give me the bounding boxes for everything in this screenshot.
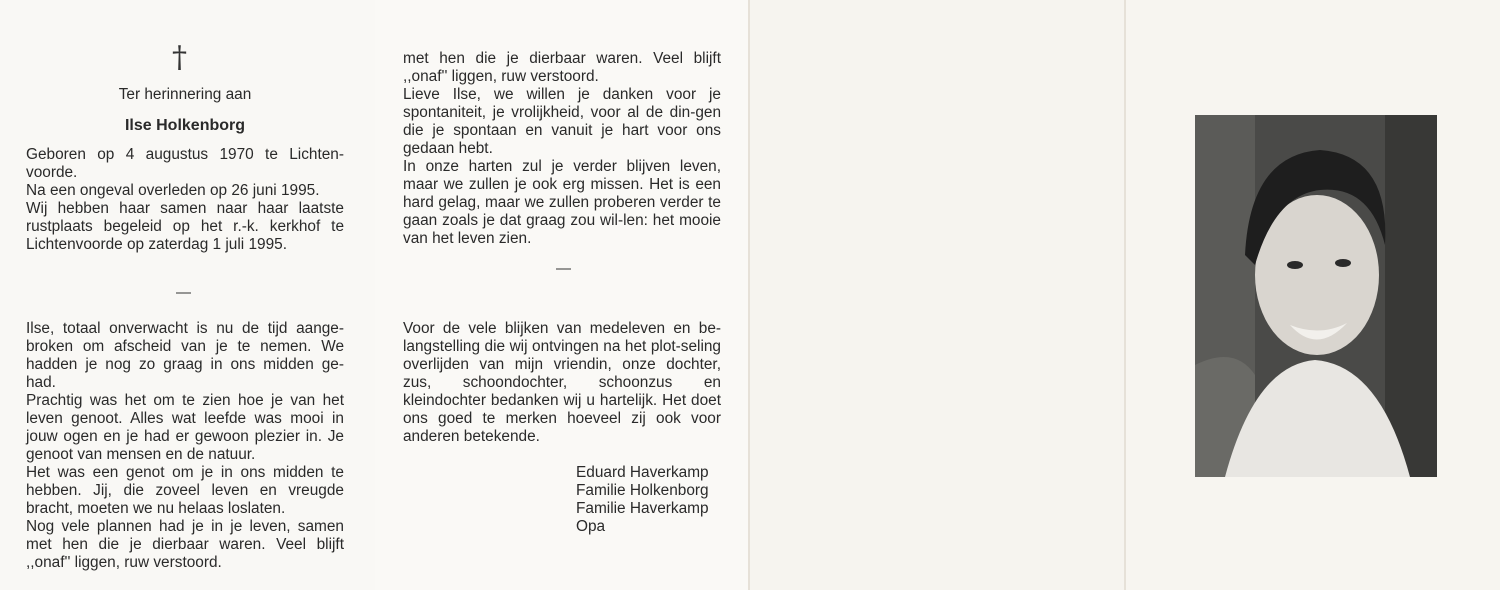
thanks-text: Voor de vele blijken van medeleven en be-langstelling die wij ontvingen na het plot-seling overlijden van mijn vriendin, onze dochter, zus, schoondochter, schoonzus en kleindochter bedanken wij u hartelijk. Het doet ons goed te merken hoeveel zij ook voor anderen betekende.	[403, 320, 721, 445]
blank-panel	[750, 0, 1125, 590]
signatory: Eduard Haverkamp	[576, 464, 709, 481]
birth-line: Geboren op 4 augustus 1970 te Lichten-voorde.	[26, 146, 344, 181]
tribute-paragraph: met hen die je dierbaar waren. Veel blijft ,,onaf'' liggen, ruw verstoord.	[403, 50, 721, 85]
tribute-col1	[26, 320, 344, 571]
intro-block	[26, 146, 344, 254]
deceased-name: Ilse Holkenborg	[124, 117, 246, 134]
signatory: Familie Holkenborg	[576, 482, 709, 499]
fold-line	[1124, 0, 1126, 590]
heading: Ter herinnering aan	[118, 86, 252, 103]
cross-icon: †	[172, 40, 187, 75]
tribute-col2	[403, 50, 721, 248]
tribute-paragraph: Lieve Ilse, we willen je danken voor je spontaniteit, je vrolijkheid, voor al de din-gen die je spontaan en vanuit je hart voor ons gedaan hebt.	[403, 86, 721, 157]
tribute-paragraph: In onze harten zul je verder blijven leven, maar we zullen je ook erg missen. Het is een hard gelag, maar we zullen proberen verder te gaan zoals je dat graag zou wil-len: het mooie van het leven zien.	[403, 158, 721, 247]
tribute-paragraph: Het was een genot om je in ons midden te hebben. Jij, die zoveel leven en vreugde bracht, moeten we nu helaas loslaten.	[26, 464, 344, 517]
signatories	[576, 464, 709, 536]
tribute-paragraph: Ilse, totaal onverwacht is nu de tijd aange-broken om afscheid van je te nemen. We hadden je nog zo graag in ons midden ge-had.	[26, 320, 344, 391]
separator: —	[556, 260, 571, 277]
signatory: Familie Haverkamp	[576, 500, 709, 517]
signatory: Opa	[576, 518, 606, 535]
tribute-paragraph: Prachtig was het om te zien hoe je van het leven genoot. Alles wat leefde was mooi in jouw ogen en je had er gewoon plezier in. Je genoot van mensen en de natuur.	[26, 392, 344, 463]
tribute-paragraph: Nog vele plannen had je in je leven, samen met hen die je dierbaar waren. Veel blijft ,,onaf'' liggen, ruw verstoord.	[26, 518, 344, 571]
portrait-photo	[1195, 115, 1437, 477]
separator: —	[176, 284, 191, 301]
fold-line	[748, 0, 750, 590]
burial-line: Wij hebben haar samen naar haar laatste rustplaats begeleid op het r.-k. kerkhof te Lichtenvoorde op zaterdag 1 juli 1995.	[26, 200, 344, 253]
death-line: Na een ongeval overleden op 26 juni 1995.	[26, 182, 320, 199]
